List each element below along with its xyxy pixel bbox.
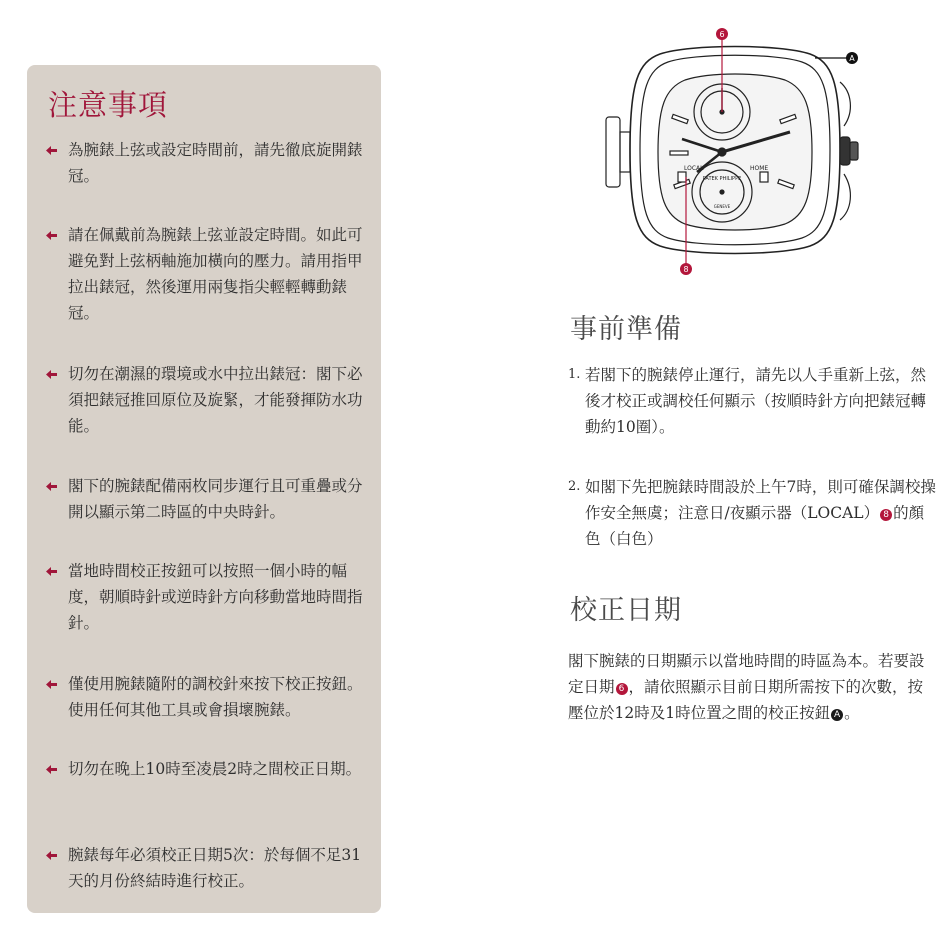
watch-illustration xyxy=(600,22,870,277)
caution-bullet-icon xyxy=(45,369,58,380)
local-label: LOCAL xyxy=(684,165,704,172)
home-label: HOME xyxy=(750,165,769,172)
caution-item: 僅使用腕錶隨附的調校針來按下校正按鈕。使用任何其他工具或會損壞腕錶。 xyxy=(45,671,373,723)
caution-item: 腕錶每年必須校正日期5次：於每個不足31天的月份終結時進行校正。 xyxy=(45,842,373,894)
date-paragraph: 閣下腕錶的日期顯示以當地時間的時區為本。若要設定日期 6 ，請依照顯示目前日期所需按下的次數，按壓位於12時及1時位置之間的校正按鈕 A 。 xyxy=(568,652,925,722)
callout-8-ref: 8 xyxy=(880,509,892,521)
prep-title: 事前準備 xyxy=(570,314,682,345)
brand-label: PATEK PHILIPPE xyxy=(702,176,742,182)
prep-step-1: 1. 若閣下的腕錶停止運行，請先以人手重新上弦，然後才校正或調校任何顯示（按順時針方向把錶冠轉動約10圈）。 xyxy=(568,366,927,436)
dial-sub-label: GENEVE xyxy=(713,204,731,209)
caution-bullet-icon xyxy=(45,679,58,690)
caution-bullet-icon xyxy=(45,764,58,775)
caution-bullet-icon xyxy=(45,145,58,156)
caution-item: 閣下的腕錶配備兩枚同步運行且可重疊或分開以顯示第二時區的中央時針。 xyxy=(45,473,373,525)
callout-a-label: A xyxy=(849,54,855,63)
callout-6-label: 6 xyxy=(719,30,725,39)
prep-step-2: 2. 如閣下先把腕錶時間設於上午7時，則可確保調校操作安全無虞；注意日/夜顯示器（LOCAL） 8 的顏色（白色） xyxy=(568,478,936,548)
caution-item: 切勿在晚上10時至凌晨2時之間校正日期。 xyxy=(45,756,373,782)
caution-item: 當地時間校正按鈕可以按照一個小時的幅度，朝順時針或逆時針方向移動當地時間指針。 xyxy=(45,558,373,636)
callout-8-label: 8 xyxy=(683,265,689,274)
caution-bullet-icon xyxy=(45,230,58,241)
caution-title: 注意事項 xyxy=(48,88,169,122)
caution-bullet-icon xyxy=(45,566,58,577)
caution-item: 切勿在潮濕的環境或水中拉出錶冠：閣下必須把錶冠推回原位及旋緊，才能發揮防水功能。 xyxy=(45,361,373,439)
date-title: 校正日期 xyxy=(570,595,682,626)
caution-bullet-icon xyxy=(45,850,58,861)
caution-bullet-icon xyxy=(45,481,58,492)
callout-6-ref: 6 xyxy=(616,683,628,695)
callout-a-ref: A xyxy=(831,709,843,721)
caution-item: 為腕錶上弦或設定時間前，請先徹底旋開錶冠。 xyxy=(45,137,373,189)
caution-item: 請在佩戴前為腕錶上弦並設定時間。如此可避免對上弦柄軸施加橫向的壓力。請用指甲拉出錶冠，然後運用兩隻指尖輕輕轉動錶冠。 xyxy=(45,222,373,326)
caution-panel xyxy=(27,65,381,913)
